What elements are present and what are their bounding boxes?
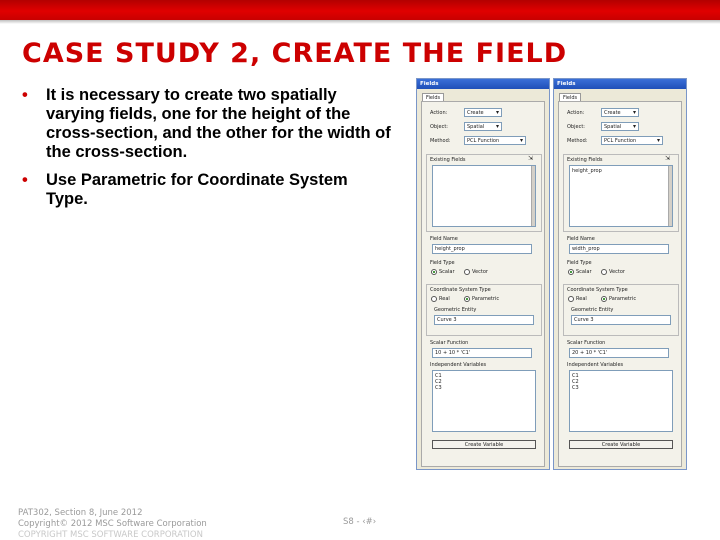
chevron-down-icon: ▾	[519, 137, 523, 144]
object-label: Object:	[567, 124, 585, 130]
bullet-text: Use Parametric for Coordinate System Type.	[46, 171, 348, 208]
radio-parametric-label: Parametric	[472, 296, 500, 302]
chevron-down-icon: ▾	[632, 123, 636, 130]
method-value: PCL Function	[467, 138, 500, 144]
bullet-icon: •	[22, 86, 28, 104]
existing-fields-label: Existing Fields	[567, 157, 603, 163]
radio-scalar-label: Scalar	[576, 269, 592, 275]
create-variable-button[interactable]: Create Variable	[432, 440, 536, 449]
field-name-label: Field Name	[430, 236, 458, 242]
field-name-input[interactable]: width_prop	[569, 244, 669, 254]
panel-body	[421, 101, 545, 467]
radio-real-label: Real	[576, 296, 587, 302]
method-label: Method:	[567, 138, 588, 144]
action-dropdown[interactable]	[601, 108, 639, 117]
tab-fields[interactable]: Fields	[422, 93, 444, 102]
independent-vars-label: Independent Variables	[430, 362, 487, 368]
footer-copyright: Copyright© 2012 MSC Software Corporation	[18, 519, 207, 529]
chevron-down-icon: ▾	[632, 109, 636, 116]
object-label: Object:	[430, 124, 448, 130]
field-type-label: Field Type	[567, 260, 592, 266]
action-value: Create	[467, 110, 484, 116]
panel-titlebar: Fields	[554, 79, 686, 89]
radio-vector-label: Vector	[472, 269, 488, 275]
existing-fields-list[interactable]: height_prop	[569, 165, 673, 227]
radio-real[interactable]	[431, 296, 437, 302]
filter-icon[interactable]: ⇲	[528, 155, 534, 162]
radio-scalar[interactable]	[431, 269, 437, 275]
radio-parametric[interactable]	[601, 296, 607, 302]
fields-panel-height	[416, 78, 550, 470]
geometric-entity-input[interactable]: Curve 3	[434, 315, 534, 325]
object-dropdown[interactable]	[464, 122, 502, 131]
radio-parametric-label: Parametric	[609, 296, 637, 302]
tab-fields[interactable]: Fields	[559, 93, 581, 102]
fields-panel-width	[553, 78, 687, 470]
scrollbar[interactable]	[531, 166, 535, 226]
action-label: Action:	[567, 110, 585, 116]
existing-fields-label: Existing Fields	[430, 157, 466, 163]
footer	[18, 508, 207, 540]
scalar-function-input[interactable]: 10 + 10 * 'C1'	[432, 348, 532, 358]
method-dropdown[interactable]	[464, 136, 526, 145]
footer-course: PAT302, Section 8, June 2012	[18, 508, 143, 518]
footer-watermark: COPYRIGHT MSC SOFTWARE CORPORATION	[18, 530, 203, 540]
geometric-entity-label: Geometric Entity	[434, 307, 477, 313]
panel-body	[558, 101, 682, 467]
radio-scalar[interactable]	[568, 269, 574, 275]
coord-type-label: Coordinate System Type	[567, 287, 628, 293]
scalar-function-label: Scalar Function	[430, 340, 469, 346]
radio-real-label: Real	[439, 296, 450, 302]
field-name-label: Field Name	[567, 236, 595, 242]
scalar-function-label: Scalar Function	[567, 340, 606, 346]
bullet-list	[22, 86, 392, 218]
action-label: Action:	[430, 110, 448, 116]
object-dropdown[interactable]	[601, 122, 639, 131]
independent-vars-list[interactable]: C1 C2 C3	[569, 370, 673, 432]
object-value: Spatial	[604, 124, 622, 130]
radio-vector[interactable]	[464, 269, 470, 275]
method-label: Method:	[430, 138, 451, 144]
chevron-down-icon: ▾	[495, 123, 499, 130]
action-dropdown[interactable]	[464, 108, 502, 117]
scalar-function-input[interactable]: 20 + 10 * 'C1'	[569, 348, 669, 358]
radio-vector[interactable]	[601, 269, 607, 275]
object-value: Spatial	[467, 124, 485, 130]
method-value: PCL Function	[604, 138, 637, 144]
radio-vector-label: Vector	[609, 269, 625, 275]
field-name-input[interactable]: height_prop	[432, 244, 532, 254]
coord-type-label: Coordinate System Type	[430, 287, 491, 293]
radio-parametric[interactable]	[464, 296, 470, 302]
filter-icon[interactable]: ⇲	[665, 155, 671, 162]
bullet-text: It is necessary to create two spatially varying fields, one for the height of the cross-section, and the other for the width of the cross-section.	[46, 86, 391, 161]
independent-vars-list[interactable]: C1 C2 C3	[432, 370, 536, 432]
radio-scalar-label: Scalar	[439, 269, 455, 275]
field-type-label: Field Type	[430, 260, 455, 266]
bullet-item	[22, 86, 392, 162]
geometric-entity-input[interactable]: Curve 3	[571, 315, 671, 325]
panel-titlebar: Fields	[417, 79, 549, 89]
slide-title: CASE STUDY 2, CREATE THE FIELD	[22, 38, 568, 69]
method-dropdown[interactable]	[601, 136, 663, 145]
chevron-down-icon: ▾	[495, 109, 499, 116]
radio-real[interactable]	[568, 296, 574, 302]
create-variable-button[interactable]: Create Variable	[569, 440, 673, 449]
header-band	[0, 0, 720, 20]
page-number: S8 - ‹#›	[343, 517, 377, 527]
chevron-down-icon: ▾	[656, 137, 660, 144]
scrollbar[interactable]	[668, 166, 672, 226]
existing-fields-list[interactable]	[432, 165, 536, 227]
bullet-item	[22, 171, 392, 209]
bullet-icon: •	[22, 171, 28, 189]
action-value: Create	[604, 110, 621, 116]
independent-vars-label: Independent Variables	[567, 362, 624, 368]
geometric-entity-label: Geometric Entity	[571, 307, 614, 313]
